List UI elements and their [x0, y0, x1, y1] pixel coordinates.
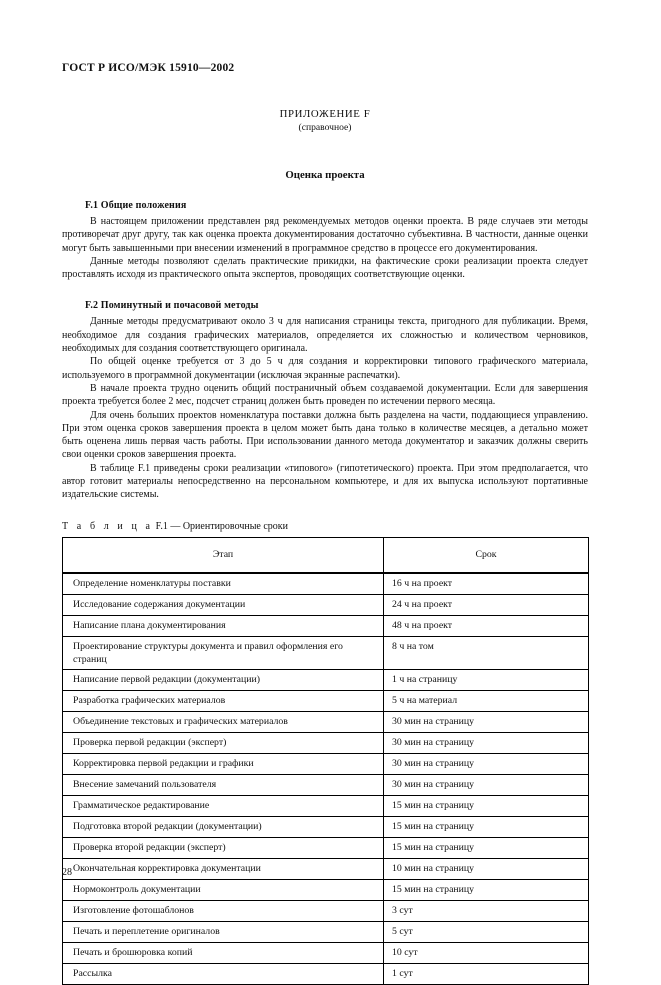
table-row	[63, 817, 589, 838]
paragraph: Для очень больших проектов номенклатура поставки должна быть разделена на части, поддающиеся управлению. При этом оценка сроков завершения проекта в целом может быть дана только в количестве месяцев, а детально может быть оценена лишь первая часть работы. При использовании данного метода документатор и заказчик должны сверить свои оценки сроков завершения проекта.	[62, 409, 588, 461]
cell-stage: Написание плана документирования	[63, 615, 384, 636]
table-row	[63, 691, 589, 712]
table-caption	[62, 521, 588, 532]
section-f1	[62, 200, 588, 281]
cell-term: 24 ч на проект	[384, 594, 589, 615]
cell-term: 15 мин на страницу	[384, 838, 589, 859]
annex-subtitle: (справочное)	[298, 122, 352, 133]
cell-term: 1 ч на страницу	[384, 670, 589, 691]
cell-term: 16 ч на проект	[384, 573, 589, 594]
standard-number-header: ГОСТ Р ИСО/МЭК 15910—2002	[62, 62, 235, 74]
cell-term: 15 мин на страницу	[384, 796, 589, 817]
cell-term: 10 мин на страницу	[384, 859, 589, 880]
column-header-term: Срок	[384, 537, 589, 572]
table-row	[63, 712, 589, 733]
table-row	[63, 670, 589, 691]
cell-stage: Нормоконтроль документации	[63, 880, 384, 901]
table-header-row	[63, 537, 589, 572]
table-row	[63, 796, 589, 817]
cell-term: 8 ч на том	[384, 636, 589, 669]
annex-block	[62, 108, 588, 133]
cell-term: 5 сут	[384, 922, 589, 943]
cell-stage: Проектирование структуры документа и правил оформления его страниц	[63, 636, 384, 669]
cell-stage: Разработка графических материалов	[63, 691, 384, 712]
cell-term: 10 сут	[384, 943, 589, 964]
section-f2-heading: F.2 Поминутный и почасовой методы	[85, 300, 259, 312]
cell-stage: Проверка второй редакции (эксперт)	[63, 838, 384, 859]
section-f2	[62, 300, 588, 501]
cell-term: 30 мин на страницу	[384, 754, 589, 775]
cell-stage: Печать и брошюровка копий	[63, 943, 384, 964]
cell-stage: Подготовка второй редакции (документации)	[63, 817, 384, 838]
section-f1-heading: F.1 Общие положения	[85, 200, 187, 211]
table-row	[63, 880, 589, 901]
cell-stage: Корректировка первой редакции и графики	[63, 754, 384, 775]
paragraph: В таблице F.1 приведены сроки реализации «типового» (гипотетического) проекта. При этом предполагается, что автор готовит материалы непосредственно на персональном компьютере, и для их выпуска используют портативные издательские системы.	[62, 462, 588, 501]
paragraph: В начале проекта трудно оценить общий постраничный объем создаваемой документации. Если для завершения проекта требуется более 2 мес, подсчет страниц должен быть проведен по истечении первого месяца.	[62, 382, 588, 408]
table-row	[63, 615, 589, 636]
table-caption-label: Т а б л и ц а	[62, 520, 154, 532]
cell-stage: Рассылка	[63, 964, 384, 985]
cell-term: 30 мин на страницу	[384, 775, 589, 796]
cell-stage: Грамматическое редактирование	[63, 796, 384, 817]
paragraph: По общей оценке требуется от 3 до 5 ч для создания и корректировки типового графического материала, используемого в программной документации (исключая экранные распечатки).	[62, 356, 588, 381]
cell-term: 48 ч на проект	[384, 615, 589, 636]
table-row	[63, 964, 589, 985]
cell-term: 30 мин на страницу	[384, 712, 589, 733]
cell-term: 3 сут	[384, 901, 589, 922]
cell-stage: Объединение текстовых и графических материалов	[63, 712, 384, 733]
table-body	[63, 573, 589, 984]
cell-term: 1 сут	[384, 964, 589, 985]
table-head	[63, 537, 589, 573]
table-caption-text: F.1 — Ориентировочные сроки	[155, 520, 289, 532]
estimates-table	[62, 537, 589, 985]
cell-stage: Печать и переплетение оригиналов	[63, 922, 384, 943]
cell-term: 30 мин на страницу	[384, 733, 589, 754]
table-row	[63, 859, 589, 880]
table-row	[63, 838, 589, 859]
cell-stage: Проверка первой редакции (эксперт)	[63, 733, 384, 754]
page-number: 28	[62, 867, 72, 878]
table-row	[63, 922, 589, 943]
annex-title: ПРИЛОЖЕНИЕ F	[279, 108, 371, 120]
cell-stage: Внесение замечаний пользователя	[63, 775, 384, 796]
cell-term: 5 ч на материал	[384, 691, 589, 712]
table-row	[63, 775, 589, 796]
table-row	[63, 733, 589, 754]
cell-stage: Исследование содержания документации	[63, 594, 384, 615]
column-header-stage: Этап	[63, 537, 384, 572]
paragraph: Данные методы предусматривают около 3 ч для написания страницы текста, пригодного для публикации. Время, необходимое для создания графических материалов, определяется их сложностью и количеством черновиков, необходимых для создания соответствующего оригинала.	[62, 316, 588, 355]
paragraph: В настоящем приложении представлен ряд рекомендуемых методов оценки проекта. В ряде случаев эти методы противоречат друг другу, так как оценка проекта документирования достаточно субъективна. В частности, данные оценки могут быть завышенными при внесении изменений в программное средство в процессе его документирования.	[62, 216, 588, 254]
table-row	[63, 901, 589, 922]
paragraph: Данные методы позволяют сделать практические прикидки, на фактические сроки реализации проекта следует проставлять исходя из практического опыта экспертов, проводящих соответствующие оценки.	[62, 255, 588, 281]
cell-term: 15 мин на страницу	[384, 817, 589, 838]
table-row	[63, 943, 589, 964]
page-title: Оценка проекта	[285, 169, 365, 181]
table-row	[63, 636, 589, 669]
table-row	[63, 754, 589, 775]
cell-stage: Написание первой редакции (документации)	[63, 670, 384, 691]
table-row	[63, 573, 589, 594]
cell-stage: Определение номенклатуры поставки	[63, 573, 384, 594]
cell-stage: Изготовление фотошаблонов	[63, 901, 384, 922]
cell-term: 15 мин на страницу	[384, 880, 589, 901]
table-row	[63, 594, 589, 615]
cell-stage: Окончательная корректировка документации	[63, 859, 384, 880]
